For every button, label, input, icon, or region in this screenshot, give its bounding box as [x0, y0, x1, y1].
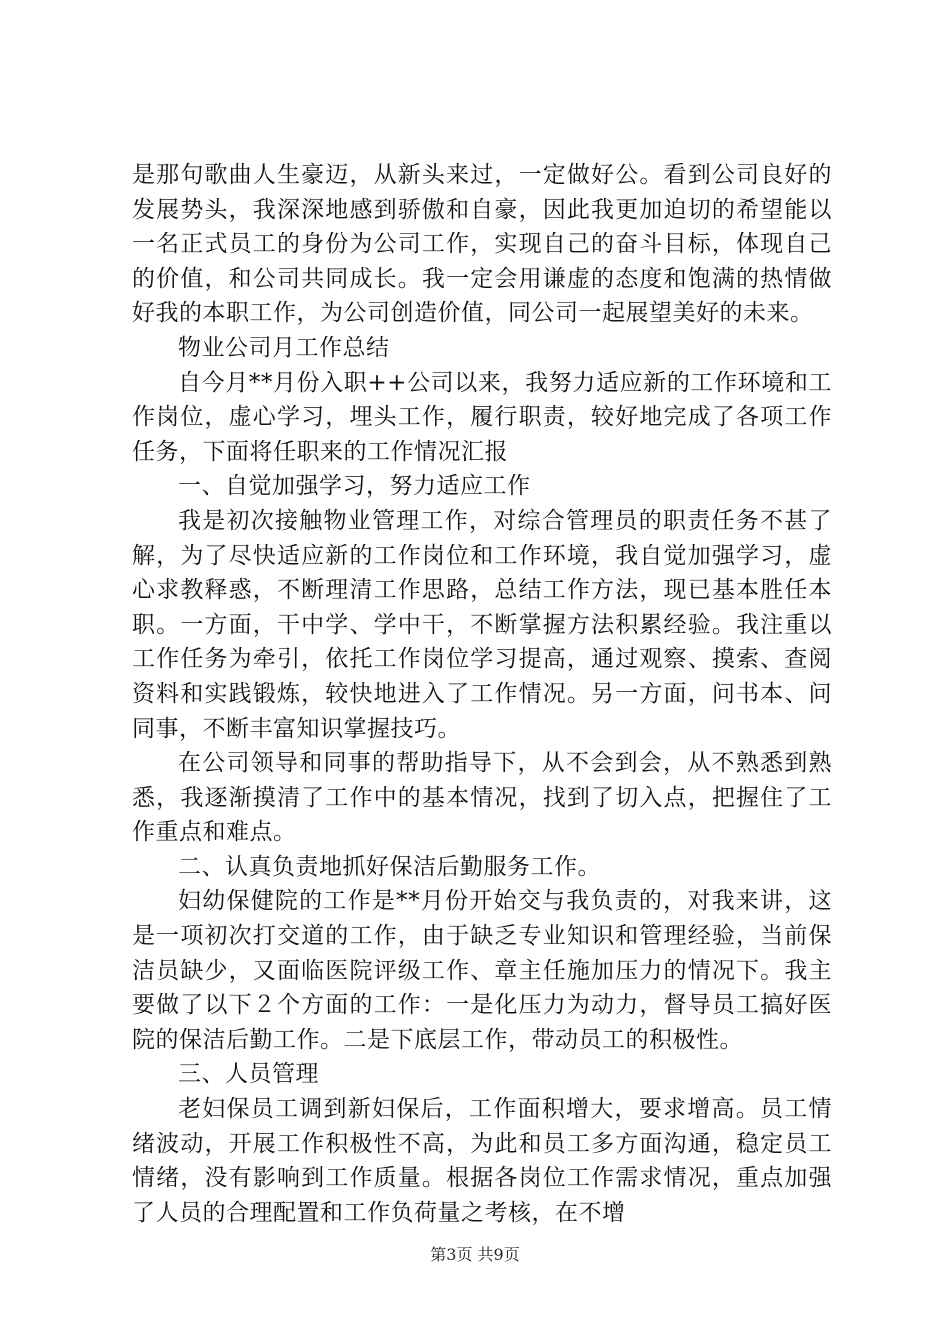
document-body [132, 158, 832, 1230]
paragraph-guidance: 在公司领导和同事的帮助指导下，从不会到会，从不熟悉到熟悉，我逐渐摸清了工作中的基本情况，找到了切入点，把握住了工作重点和难点。 [132, 750, 832, 846]
paragraph-intro: 自今月**月份入职++公司以来，我努力适应新的工作环境和工作岗位，虚心学习，埋头工作，履行职责，较好地完成了各项工作任务，下面将任职来的工作情况汇报 [132, 369, 832, 465]
heading-2: 二、认真负责地抓好保洁后勤服务工作。 [178, 853, 601, 880]
section-title: 物业公司月工作总结 [178, 334, 390, 361]
paragraph-cleaning: 妇幼保健院的工作是**月份开始交与我负责的，对我来讲，这是一项初次打交道的工作，由于缺乏专业知识和管理经验，当前保洁员缺少，又面临医院评级工作、章主任施加压力的情况下。我主要做了以下２个方面的工作：一是化压力为动力，督导员工搞好医院的保洁后勤工作。二是下底层工作，带动员工的积极性。 [132, 888, 832, 1053]
paragraph-1: 是那句歌曲人生豪迈，从新头来过，一定做好公。看到公司良好的发展势头，我深深地感到骄傲和自豪，因此我更加迫切的希望能以一名正式员工的身份为公司工作，实现自己的奋斗目标，体现自己的价值，和公司共同成长。我一定会用谦虚的态度和饱满的热情做好我的本职工作，为公司创造价值，同公司一起展望美好的未来。 [132, 162, 832, 327]
heading-1: 一、自觉加强学习，努力适应工作 [178, 473, 531, 500]
paragraph-learning: 我是初次接触物业管理工作，对综合管理员的职责任务不甚了解，为了尽快适应新的工作岗位和工作环境，我自觉加强学习，虚心求教释惑，不断理清工作思路，总结工作方法，现已基本胜任本职。一方面，干中学、学中干，不断掌握方法积累经验。我注重以工作任务为牵引，依托工作岗位学习提高，通过观察、摸索、查阅资料和实践锻炼，较快地进入了工作情况。另一方面，问书本、问同事，不断丰富知识掌握技巧。 [132, 507, 832, 742]
heading-3: 三、人员管理 [178, 1061, 319, 1088]
page-number: 第3页 共9页 [430, 1245, 520, 1264]
paragraph-staff: 老妇保员工调到新妇保后，工作面积增大，要求增高。员工情绪波动，开展工作积极性不高，为此和员工多方面沟通，稳定员工情绪，没有影响到工作质量。根据各岗位工作需求情况，重点加强了人员的合理配置和工作负荷量之考核，在不增 [132, 1096, 832, 1226]
